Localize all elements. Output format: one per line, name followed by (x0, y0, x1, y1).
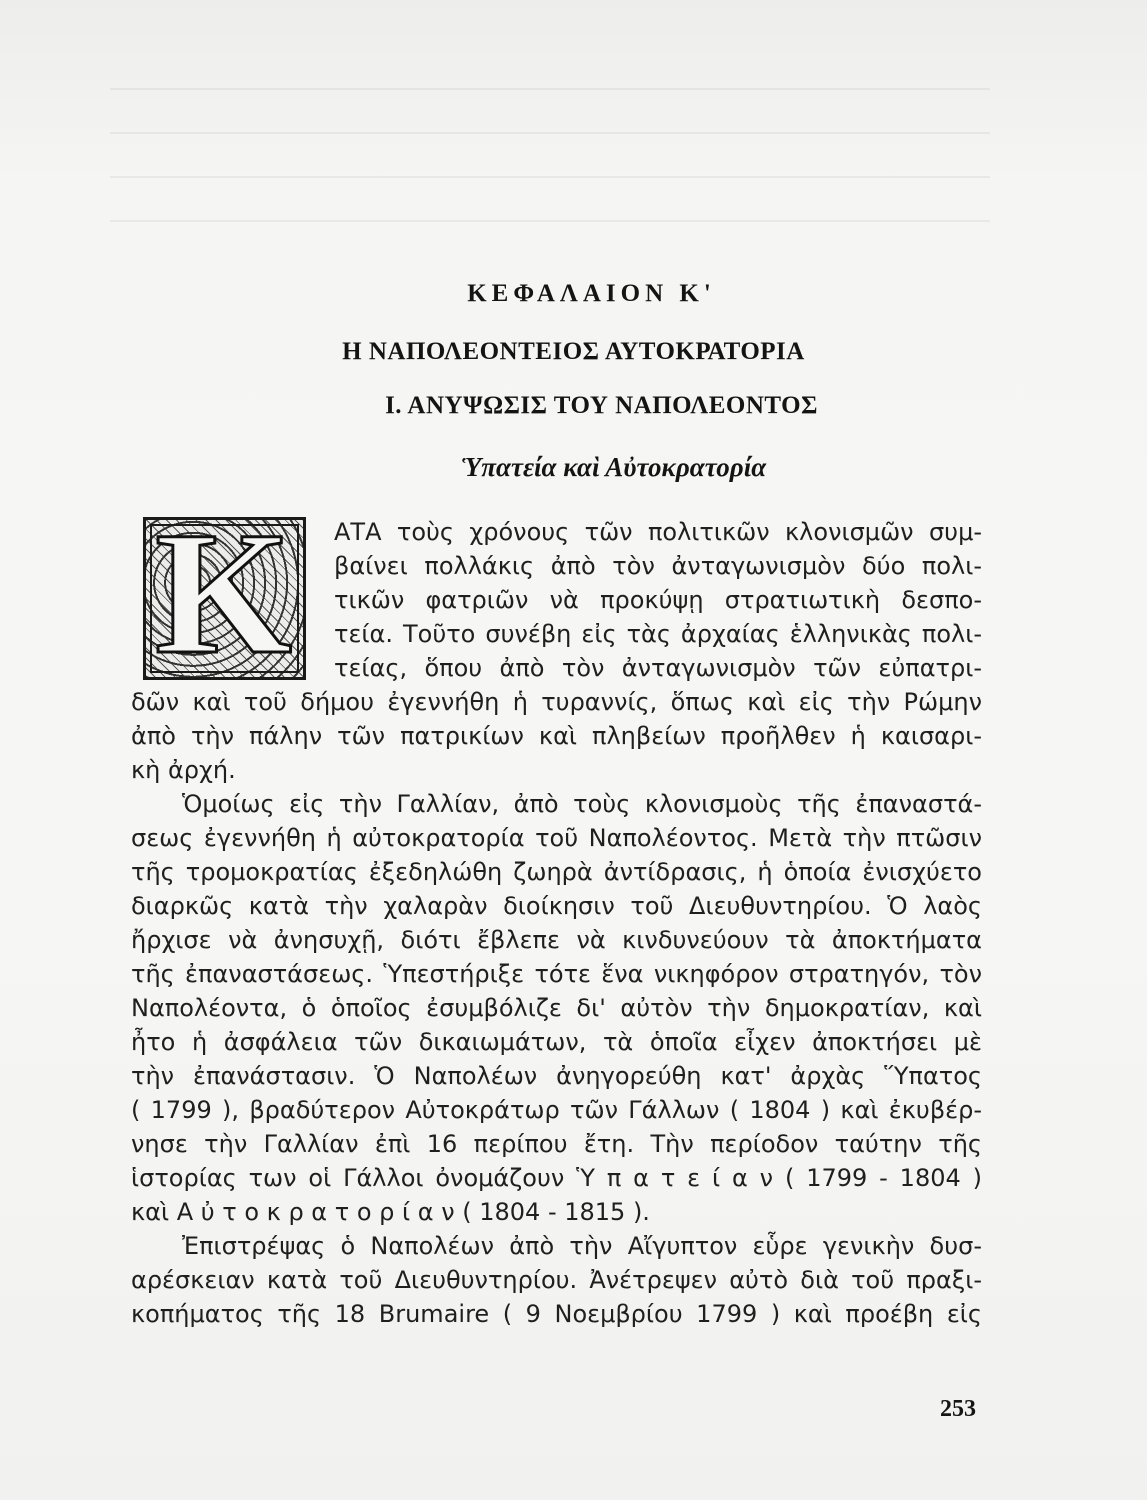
body-text-line: τείας, ὅπου ἀπὸ τὸν ἀνταγωνισμὸν τῶν εὐπατρι- (334, 654, 982, 682)
body-text-line: ἤρχισε νὰ ἀνησυχῇ, διότι ἔβλεπε νὰ κινδυνεύουν τὰ ἀποκτήματα (131, 926, 982, 954)
body-text-line: Ναπολέοντα, ὁ ὁποῖος ἐσυμβόλιζε δι' αὐτὸν τὴν δημοκρατίαν, καὶ (131, 994, 982, 1022)
body-text-line: τικῶν φατριῶν νὰ προκύψῃ στρατιωτικὴ δεσπο- (334, 586, 982, 614)
body-text-line: ( 1799 ), βραδύτερον Αὐτοκράτωρ τῶν Γάλλων ( 1804 ) καὶ ἐκυβέρ- (131, 1096, 982, 1124)
body-text-line: ἱστορίας των οἱ Γάλλοι ὀνομάζουν Ὑ π α τ ε ί α ν ( 1799 - 1804 ) (131, 1164, 982, 1192)
body-text-line: Ὁμοίως εἰς τὴν Γαλλίαν, ἀπὸ τοὺς κλονισμοὺς τῆς ἐπαναστά- (182, 790, 982, 818)
body-text-line: τεία. Τοῦτο συνέβη εἰς τὰς ἀρχαίας ἑλληνικὰς πολι- (334, 620, 982, 648)
body-text-line: καὶ Α ὐ τ ο κ ρ α τ ο ρ ί α ν ( 1804 - 1815 ). (131, 1198, 650, 1226)
body-text-line: διαρκῶς κατὰ τὴν χαλαρὰν διοίκησιν τοῦ Διευθυντηρίου. Ὁ λαὸς (131, 892, 982, 920)
body-text-line: τῆς ἐπαναστάσεως. Ὑπεστήριξε τότε ἕνα νικηφόρον στρατηγόν, τὸν (131, 960, 982, 988)
section-subtitle: Ὑπατεία καὶ Αὐτοκρατορία (460, 452, 767, 482)
body-text-line: ἀπὸ τὴν πάλην τῶν πατρικίων καὶ πληβείων προῆλθεν ἡ καισαρι- (131, 722, 982, 750)
body-text-line: κοπήματος τῆς 18 Brumaire ( 9 Νοεμβρίου 1799 ) καὶ προέβη εἰς (131, 1300, 982, 1328)
body-text-line: νησε τὴν Γαλλίαν ἐπὶ 16 περίπου ἔτη. Τὴν περίοδον ταύτην τῆς (131, 1130, 982, 1158)
body-text-line: ἦτο ἡ ἀσφάλεια τῶν δικαιωμάτων, τὰ ὁποῖα εἶχεν ἀποκτήσει μὲ (131, 1028, 982, 1056)
body-text-line: αρέσκειαν κατὰ τοῦ Διευθυντηρίου. Ἀνέτρεψεν αὐτὸ διὰ τοῦ πραξι- (131, 1266, 982, 1294)
page-number: 253 (940, 1396, 976, 1422)
body-text-line: δῶν καὶ τοῦ δήμου ἐγεννήθη ἡ τυραννίς, ὅπως καὶ εἰς τὴν Ρώμην (131, 688, 982, 716)
body-text-line: ΑΤΑ τοὺς χρόνους τῶν πολιτικῶν κλονισμῶν συμ- (334, 518, 982, 546)
bleed-through-text (110, 70, 990, 230)
body-text-line: τῆς τρομοκρατίας ἐξεδηλώθη ζωηρὰ ἀντίδρασις, ἡ ὁποία ἐνισχύετο (131, 858, 982, 886)
ornamental-drop-cap (143, 517, 306, 680)
drop-cap-letter: Κ (155, 517, 292, 680)
section-heading: Ι. ΑΝΥΨΩΣΙΣ ΤΟΥ ΝΑΠΟΛΕΟΝΤΟΣ (385, 392, 818, 419)
body-text-line: σεως ἐγεννήθη ἡ αὐτοκρατορία τοῦ Ναπολέοντος. Μετὰ τὴν πτῶσιν (131, 824, 982, 852)
body-text-line: κὴ ἀρχή. (131, 756, 236, 784)
chapter-title: Η ΝΑΠΟΛΕΟΝΤΕΙΟΣ ΑΥΤΟΚΡΑΤΟΡΙΑ (342, 338, 805, 365)
body-text-line: Ἐπιστρέψας ὁ Ναπολέων ἀπὸ τὴν Αἴγυπτον εὗρε γενικὴν δυσ- (182, 1232, 982, 1260)
body-text-line: τὴν ἐπανάστασιν. Ὁ Ναπολέων ἀνηγορεύθη κατ' ἀρχὰς Ὕπατος (131, 1062, 982, 1090)
chapter-heading: ΚΕΦΑΛΑΙΟΝ Κ' (467, 280, 716, 307)
body-text-line: βαίνει πολλάκις ἀπὸ τὸν ἀνταγωνισμὸν δύο πολι- (334, 552, 982, 580)
